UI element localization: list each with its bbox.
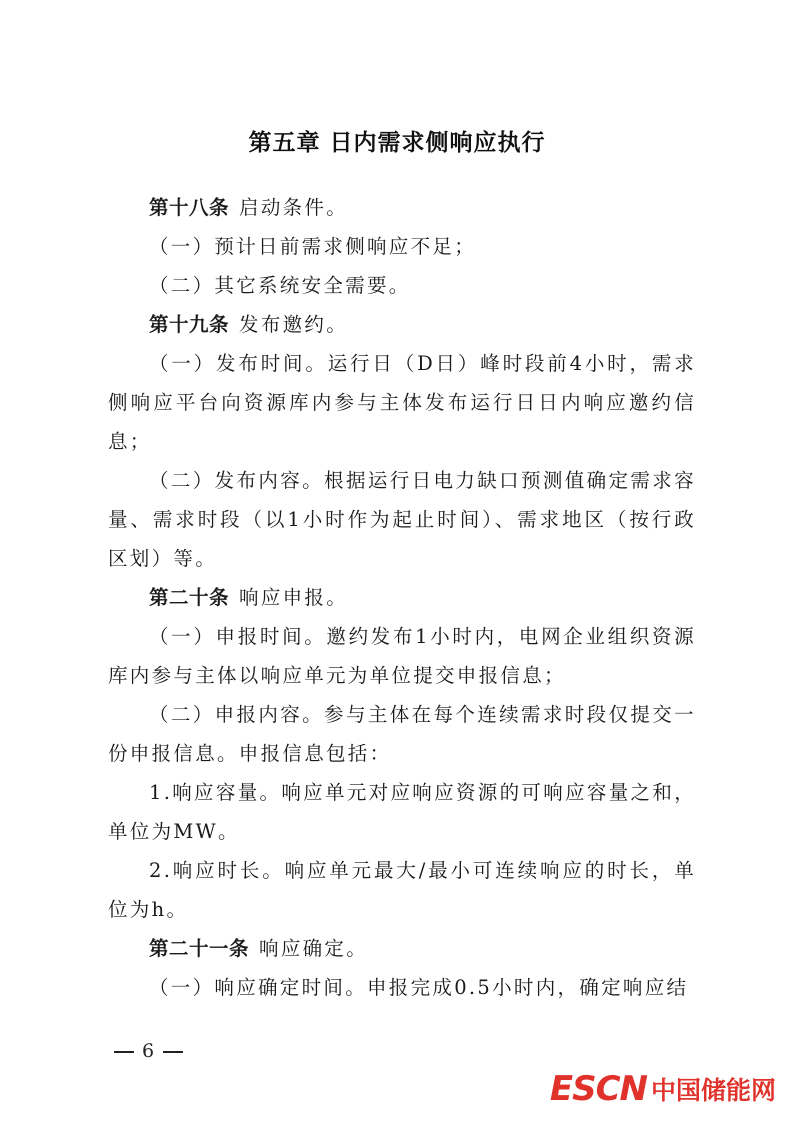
escn-watermark-logo — [550, 1069, 776, 1109]
article-number: 第十九条 — [149, 313, 230, 336]
page-number-value: 6 — [142, 1040, 156, 1062]
article-title: 发布邀约。 — [239, 313, 349, 336]
watermark-brand: ESCN — [549, 1069, 647, 1109]
paragraph: （二）其它系统安全需要。 — [149, 274, 411, 297]
article-18-heading — [108, 188, 696, 227]
body-text — [108, 188, 696, 1007]
article-21-heading — [108, 929, 696, 968]
article-number: 第二十条 — [149, 586, 230, 609]
watermark-name: 中国储能网 — [650, 1076, 776, 1105]
paragraph: （一）预计日前需求侧响应不足； — [149, 235, 477, 258]
paragraph: （一）响应确定时间。申报完成0.5小时内，确定响应结 — [149, 976, 689, 999]
article-19-heading — [108, 305, 696, 344]
paragraph: （二）申报内容。参与主体在每个连续需求时段仅提交一份申报信息。申报信息包括： — [108, 703, 696, 765]
chapter-title: 第五章 日内需求侧响应执行 — [248, 130, 546, 156]
article-number: 第二十一条 — [149, 937, 250, 960]
article-title: 响应确定。 — [259, 937, 369, 960]
article-20-heading — [108, 578, 696, 617]
dash-right — [163, 1051, 183, 1053]
article-title: 响应申报。 — [239, 586, 349, 609]
paragraph: （一）发布时间。运行日（D日）峰时段前4小时，需求侧响应平台向资源库内参与主体发布运行日日内响应邀约信息； — [108, 352, 696, 453]
article-number: 第十八条 — [149, 196, 230, 219]
dash-left — [114, 1051, 134, 1053]
page-number — [106, 1040, 191, 1062]
article-title: 启动条件。 — [239, 196, 349, 219]
paragraph: （一）申报时间。邀约发布1小时内，电网企业组织资源库内参与主体以响应单元为单位提交申报信息； — [108, 625, 696, 687]
paragraph: 1.响应容量。响应单元对应响应资源的可响应容量之和，单位为MW。 — [108, 781, 696, 843]
paragraph: （二）发布内容。根据运行日电力缺口预测值确定需求容量、需求时段（以1小时作为起止时间）、需求地区（按行政区划）等。 — [108, 469, 696, 570]
paragraph: 2.响应时长。响应单元最大/最小可连续响应的时长，单位为h。 — [108, 859, 696, 921]
